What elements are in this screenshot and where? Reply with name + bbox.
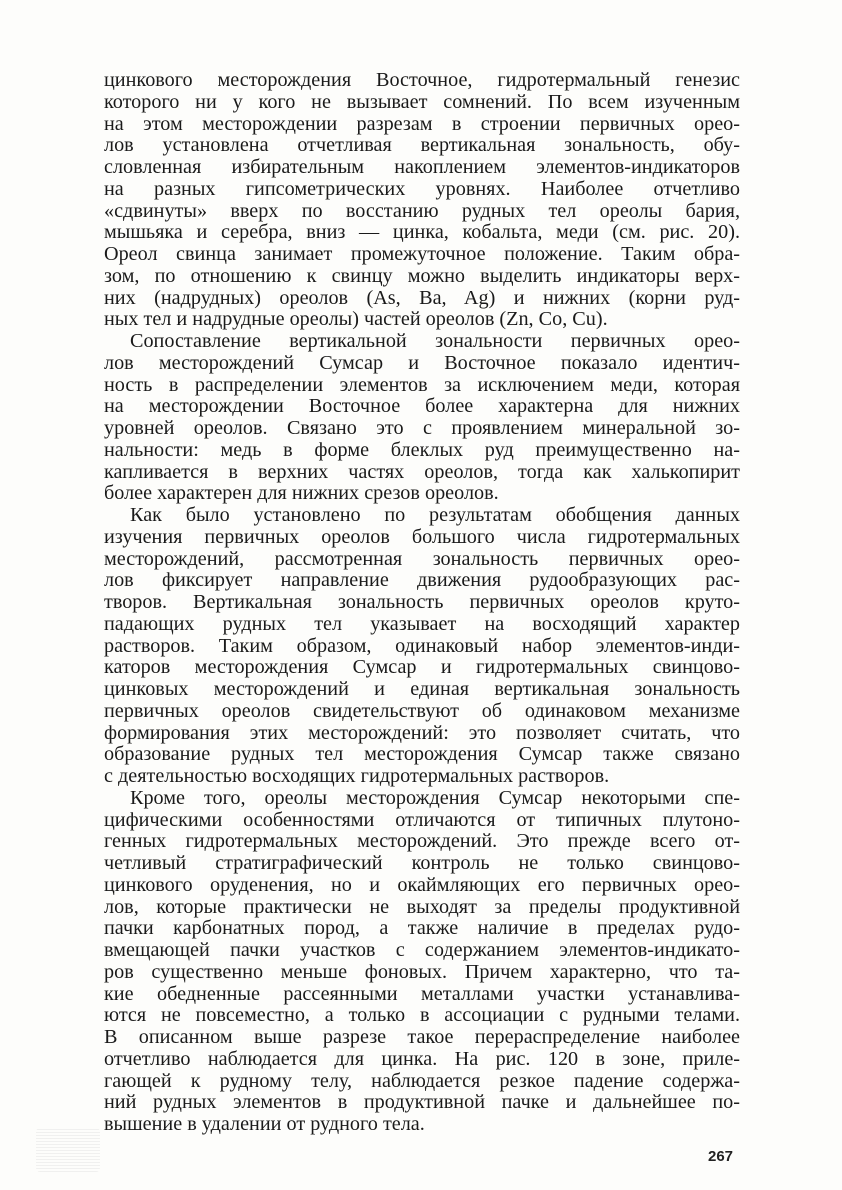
text-line: формирования этих месторождений: это позволяет считать, что (104, 722, 740, 744)
text-line: ний рудных элементов в продуктивной пачке и дальнейшее по- (104, 1092, 740, 1114)
text-line: зом, по отношению к свинцу можно выделить индикаторы верх- (104, 265, 740, 287)
page-number: 267 (708, 1148, 734, 1165)
text-line: пачки карбонатных пород, а также наличие в пределах рудо- (104, 918, 740, 940)
text-line: каторов месторождения Сумсар и гидротермальных свинцово- (104, 657, 740, 679)
text-line: лов месторождений Сумсар и Восточное показало идентич- (104, 352, 740, 374)
text-line: ность в распределении элементов за исключением меди, которая (104, 374, 740, 396)
text-line: Как было установлено по результатам обобщения данных (130, 505, 740, 526)
scan-artifact (36, 1128, 100, 1172)
text-line: них (надрудных) ореолов (As, Ba, Ag) и нижних (корни руд- (104, 287, 740, 309)
text-line: творов. Вертикальная зональность первичных ореолов круто- (104, 592, 740, 613)
text-line: ются не повсеместно, а только в ассоциации с рудными телами. (104, 1005, 740, 1027)
text-line: изучения первичных ореолов большого числа гидротермальных (104, 526, 740, 548)
text-line: более характерен для нижних срезов ореолов. (104, 483, 499, 505)
text-line: мышьяка и серебра, вниз — цинка, кобальта, меди (см. рис. 20). (104, 222, 740, 244)
text-line: месторождений, рассмотренная зональность первичных орео- (104, 548, 740, 570)
text-line: цинкового месторождения Восточное, гидротермальный генезис (104, 70, 740, 91)
text-line: на этом месторождении разрезам в строении первичных орео- (104, 113, 740, 135)
text-line: четливый стратиграфический контроль не только свинцово- (104, 853, 740, 874)
text-line: уровней ореолов. Связано это с проявлением минеральной зо- (104, 418, 740, 439)
text-line: Сопоставление вертикальной зональности первичных орео- (130, 331, 740, 352)
text-line: вмещающей пачки участков с содержанием элементов-индикато- (104, 940, 740, 961)
text-line: генных гидротермальных месторождений. Это прежде всего от- (104, 831, 740, 853)
text-line: В описанном выше разрезе такое перераспределение наиболее (104, 1027, 740, 1048)
text-line: «сдвинуты» вверх по восстанию рудных тел ореолы бария, (104, 200, 740, 222)
text-line: цинкового оруденения, но и окаймляющих его первичных орео- (104, 874, 740, 896)
text-line: цинковых месторождений и единая вертикальная зональность (104, 679, 740, 700)
text-line: ров существенно меньше фоновых. Причем характерно, что та- (104, 961, 740, 983)
text-line: капливается в верхних частях ореолов, тогда как халькопирит (104, 461, 740, 483)
text-line: на разных гипсометрических уровнях. Наиболее отчетливо (104, 178, 740, 200)
text-line: нальности: медь в форме блеклых руд преимущественно на- (104, 439, 740, 461)
text-line: растворов. Таким образом, одинаковый набор элементов-инди- (104, 635, 740, 657)
text-line: лов фиксирует направление движения рудообразующих рас- (104, 570, 740, 592)
text-line: отчетливо наблюдается для цинка. На рис. 120 в зоне, приле- (104, 1048, 740, 1070)
text-line: с деятельностью восходящих гидротермальных растворов. (104, 766, 610, 787)
text-line: вышение в удалении от рудного тела. (104, 1114, 425, 1135)
text-line: гающей к рудному телу, наблюдается резкое падение содержа- (104, 1070, 740, 1092)
text-line: цифическими особенностями отличаются от типичных плутоно- (104, 809, 740, 831)
text-line: падающих рудных тел указывает на восходящий характер (104, 613, 740, 635)
text-line: на месторождении Восточное более характерна для нижних (104, 396, 740, 418)
text-line: которого ни у кого не вызывает сомнений. По всем изученным (104, 91, 740, 113)
text-line: образование рудных тел месторождения Сумсар также связано (104, 744, 740, 766)
text-line: первичных ореолов свидетельствуют об одинаковом механизме (104, 700, 740, 722)
body-text (104, 70, 740, 1136)
text-line: ных тел и надрудные ореолы) частей ореолов (Zn, Co, Cu). (104, 309, 608, 331)
text-line: лов установлена отчетливая вертикальная зональность, обу- (104, 135, 740, 157)
text-line: словленная избирательным накоплением элементов-индикаторов (104, 157, 740, 178)
text-line: кие обедненные рассеянными металлами участки устанавлива- (104, 983, 740, 1005)
text-line: лов, которые практически не выходят за пределы продуктивной (104, 896, 740, 918)
text-line: Кроме того, ореолы месторождения Сумсар некоторыми спе- (130, 787, 740, 809)
text-line: Ореол свинца занимает промежуточное положение. Таким обра- (104, 244, 740, 265)
